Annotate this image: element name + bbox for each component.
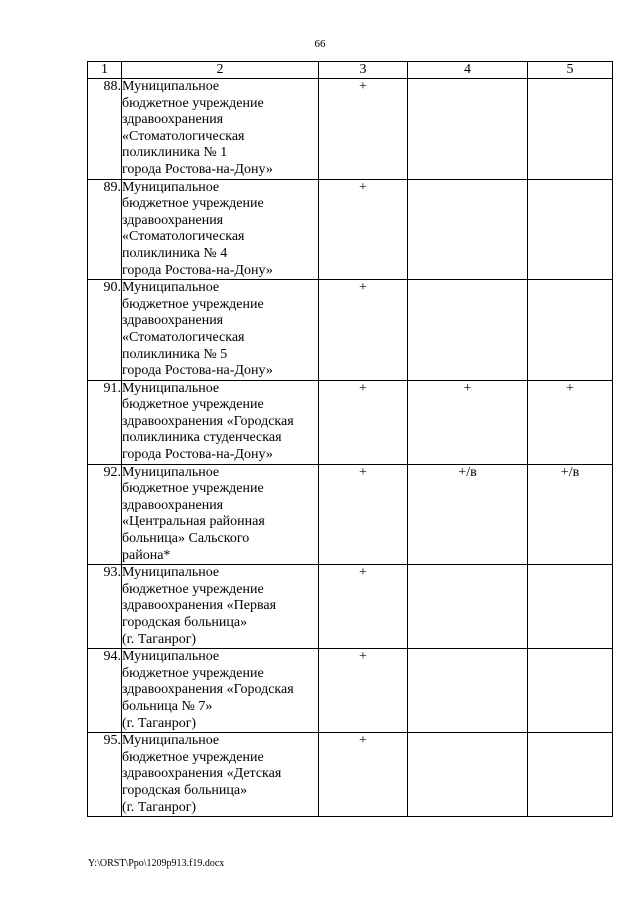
mark-cell-c3: + [319,380,408,464]
organization-name [122,565,319,649]
row-number: 95. [88,733,122,817]
column-header-2: 2 [122,62,319,79]
row-number: 88. [88,79,122,180]
mark-cell-c4 [408,649,528,733]
mark-cell-c5 [528,280,613,381]
table-row [88,565,613,649]
organization-name-line: Муниципальное [122,380,220,396]
organization-name-line: здравоохранения [122,212,224,228]
mark-cell-c3: + [319,464,408,565]
organization-name-line: здравоохранения [122,497,224,513]
mark-cell-c4 [408,280,528,381]
column-header-5: 5 [528,62,613,79]
organization-name-line: (г. Таганрог) [122,715,197,731]
column-header-4: 4 [408,62,528,79]
mark-cell-c3: + [319,280,408,381]
row-number: 94. [88,649,122,733]
organization-name-line: Муниципальное [122,565,220,581]
organization-name-line: бюджетное учреждение [122,296,264,312]
organization-name-line: (г. Таганрог) [122,799,197,815]
organization-name-line: здравоохранения [122,313,224,329]
organization-name-line: бюджетное учреждение [122,665,264,681]
column-header-1: 1 [88,62,122,79]
organization-name-line: здравоохранения «Первая [122,598,277,614]
organization-name-line: здравоохранения «Городская [122,413,294,429]
organization-name-line: (г. Таганрог) [122,631,197,647]
mark-cell-c3: + [319,649,408,733]
organization-name-line: больница» Сальского [122,531,250,547]
organization-name [122,79,319,180]
mark-cell-c4 [408,79,528,180]
organization-name-line: больница № 7» [122,698,213,714]
mark-cell-c5: + [528,380,613,464]
organization-name-line: «Центральная районная [122,514,265,530]
row-number: 89. [88,179,122,280]
organization-name-line: «Стоматологическая [122,329,245,345]
row-number: 90. [88,280,122,381]
organization-name-line: поликлиника студенческая [122,430,282,446]
organization-name-line: поликлиника № 4 [122,245,228,261]
table-row [88,464,613,565]
mark-cell-c5: +/в [528,464,613,565]
row-number: 92. [88,464,122,565]
table-row [88,280,613,381]
organization-name-line: поликлиника № 5 [122,346,228,362]
table-row [88,380,613,464]
organization-name-line: бюджетное учреждение [122,481,264,497]
organization-name [122,733,319,817]
mark-cell-c3: + [319,733,408,817]
mark-cell-c5 [528,733,613,817]
page-number: 66 [314,38,326,50]
organization-name-line: Муниципальное [122,733,220,749]
organization-name [122,649,319,733]
organization-name-line: города Ростова-на-Дону» [122,363,273,379]
mark-cell-c4 [408,179,528,280]
mark-cell-c4: + [408,380,528,464]
medical-organizations-table [87,61,613,817]
organization-name-line: Муниципальное [122,280,220,296]
mark-cell-c4 [408,565,528,649]
file-path-footer: Y:\ORST\Ppo\1209p913.f19.docx [88,858,225,869]
mark-cell-c3: + [319,179,408,280]
mark-cell-c5 [528,649,613,733]
organization-name [122,380,319,464]
organization-name-line: городская больница» [122,615,248,630]
table-row [88,179,613,280]
table-body [88,79,613,817]
organization-name-line: бюджетное учреждение [122,749,264,765]
organization-name-line: городская больница» [122,782,248,798]
organization-name-line: Муниципальное [122,179,220,195]
organization-name-line: бюджетное учреждение [122,581,264,597]
organization-name-line: города Ростова-на-Дону» [122,262,273,278]
mark-cell-c3: + [319,565,408,649]
table-row [88,79,613,180]
mark-cell-c4 [408,733,528,817]
organization-name-line: бюджетное учреждение [122,196,264,212]
organization-name-line: города Ростова-на-Дону» [122,161,273,177]
organization-name-line: здравоохранения [122,112,224,128]
organization-name-line: Муниципальное [122,464,220,480]
organization-name-line: «Стоматологическая [122,128,245,144]
mark-cell-c5 [528,565,613,649]
mark-cell-c5 [528,79,613,180]
row-number: 91. [88,380,122,464]
organization-name-line: бюджетное учреждение [122,95,264,111]
row-number: 93. [88,565,122,649]
organization-name [122,280,319,381]
organization-name [122,464,319,565]
mark-cell-c3: + [319,79,408,180]
organization-name-line: здравоохранения «Детская [122,766,282,782]
table-header-row [88,62,613,79]
organization-name [122,179,319,280]
organization-name-line: города Ростова-на-Дону» [122,447,273,463]
organization-name-line: Муниципальное [122,649,220,665]
column-header-3: 3 [319,62,408,79]
mark-cell-c5 [528,179,613,280]
organization-name-line: района* [122,547,171,563]
organization-name-line: поликлиника № 1 [122,145,228,161]
mark-cell-c4: +/в [408,464,528,565]
table-row [88,649,613,733]
organization-name-line: Муниципальное [122,79,220,94]
organization-name-line: бюджетное учреждение [122,397,264,413]
organization-name-line: «Стоматологическая [122,229,245,245]
organization-name-line: здравоохранения «Городская [122,682,294,698]
table-row [88,733,613,817]
